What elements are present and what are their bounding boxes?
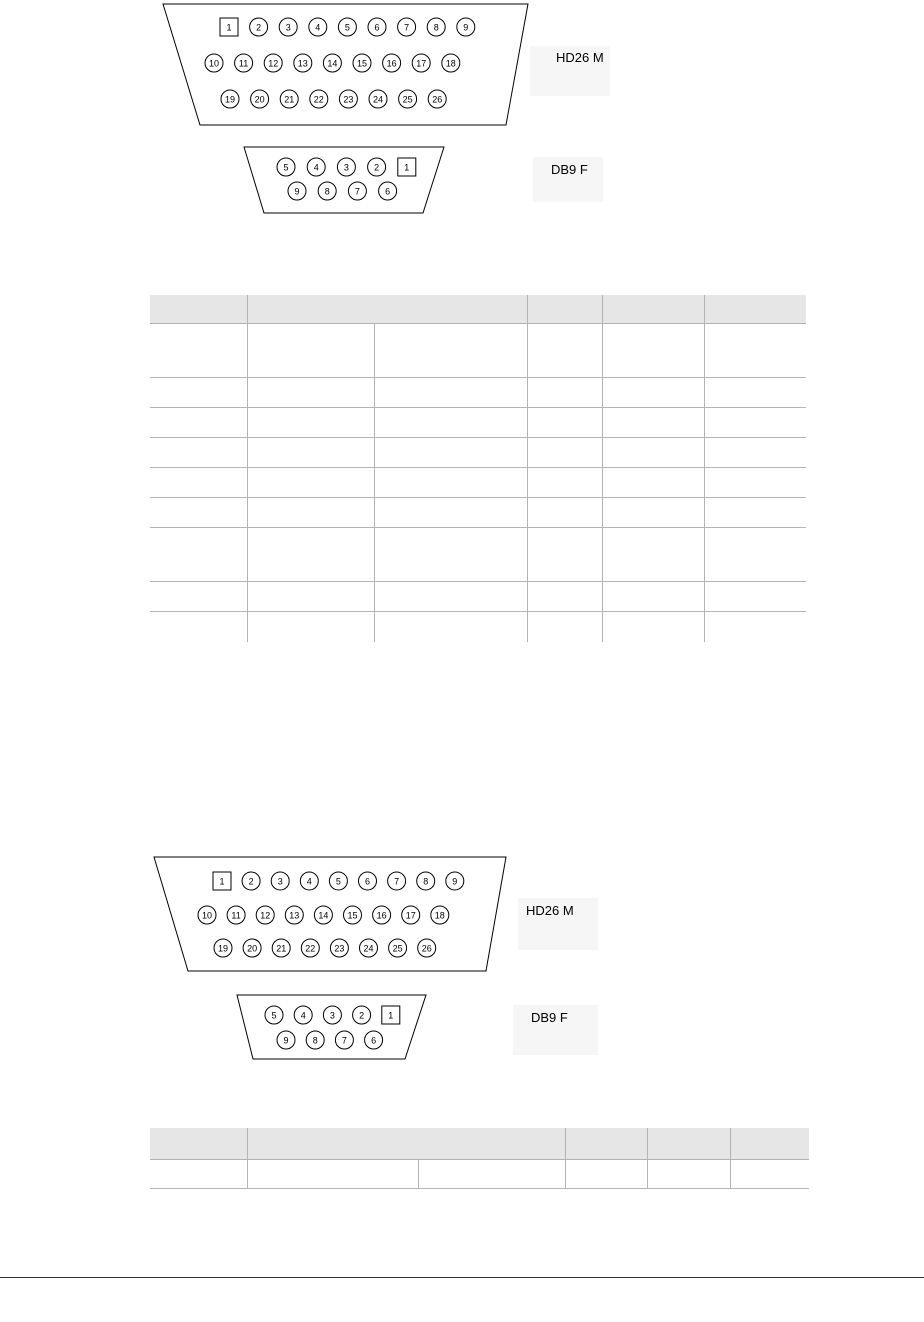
pin-number: 11 <box>238 58 249 69</box>
pin-number: 8 <box>423 876 429 887</box>
pin-number: 20 <box>247 943 258 954</box>
pin-number: 4 <box>315 22 321 33</box>
pin-number: 7 <box>354 186 360 197</box>
pin-number: 4 <box>313 162 319 173</box>
pin-number: 4 <box>306 876 312 887</box>
pin-number: 17 <box>416 58 427 69</box>
pin-number: 11 <box>231 910 241 921</box>
pin-number: 2 <box>256 22 262 33</box>
pin-number: 6 <box>371 1035 377 1046</box>
pin-number: 1 <box>388 1010 394 1021</box>
pin-number: 13 <box>289 910 300 921</box>
pin-number: 15 <box>347 910 358 921</box>
pinout-table-bottom <box>150 1128 809 1190</box>
hd26-label: HD26 M <box>526 903 574 918</box>
pin-number: 16 <box>386 58 397 69</box>
pin-number: 2 <box>374 162 380 173</box>
pin-number: 3 <box>277 876 283 887</box>
pin-number: 21 <box>284 94 295 105</box>
db9-shell <box>237 995 426 1059</box>
pin-number: 9 <box>294 186 300 197</box>
pin-number: 24 <box>372 94 384 105</box>
db9-label: DB9 F <box>551 162 588 177</box>
pin-number: 9 <box>283 1035 289 1046</box>
pin-number: 23 <box>343 94 354 105</box>
pin-number: 9 <box>452 876 458 887</box>
pin-number: 24 <box>363 943 374 954</box>
pin-number: 6 <box>374 22 380 33</box>
pin-number: 23 <box>334 943 345 954</box>
pin-number: 5 <box>283 162 289 173</box>
pin-number: 10 <box>208 58 220 69</box>
pin-number: 26 <box>432 94 443 105</box>
pin-number: 25 <box>392 943 403 954</box>
pin-number: 18 <box>434 910 445 921</box>
pin-number: 1 <box>404 162 410 173</box>
pin-number: 26 <box>421 943 432 954</box>
pin-number: 3 <box>343 162 349 173</box>
hd26-pin-group <box>205 18 475 108</box>
pinout-table-top <box>150 295 806 642</box>
hd26-label: HD26 M <box>556 50 604 65</box>
pin-number: 8 <box>324 186 330 197</box>
pin-number: 1 <box>226 22 232 33</box>
db9-shell <box>244 147 444 213</box>
db9-pin-group <box>265 1006 400 1049</box>
pin-number: 5 <box>344 22 350 33</box>
pin-number: 5 <box>335 876 341 887</box>
pin-number: 19 <box>224 94 236 105</box>
pin-number: 3 <box>329 1010 335 1021</box>
pin-number: 1 <box>219 876 225 887</box>
pin-number: 16 <box>376 910 387 921</box>
pin-number: 18 <box>445 58 456 69</box>
pin-number: 15 <box>356 58 368 69</box>
pin-number: 20 <box>254 94 265 105</box>
pin-number: 25 <box>402 94 413 105</box>
pin-number: 2 <box>248 876 254 887</box>
pin-number: 14 <box>327 58 338 69</box>
db9-pin-group <box>277 158 416 200</box>
pin-number: 12 <box>260 910 271 921</box>
pin-number: 17 <box>405 910 416 921</box>
pin-number: 5 <box>271 1010 277 1021</box>
pin-number: 6 <box>364 876 371 887</box>
pin-number: 7 <box>404 22 410 33</box>
pin-number: 21 <box>276 943 287 954</box>
pin-number: 10 <box>201 910 213 921</box>
pin-number: 6 <box>385 186 391 197</box>
pin-number: 12 <box>268 58 279 69</box>
pin-number: 8 <box>312 1035 318 1046</box>
pin-number: 4 <box>300 1010 306 1021</box>
page-footer-rule <box>0 1277 924 1278</box>
db9-label: DB9 F <box>531 1010 568 1025</box>
pin-number: 9 <box>463 22 469 33</box>
top-connector-diagram <box>0 0 924 230</box>
pin-number: 7 <box>341 1035 347 1046</box>
pin-number: 13 <box>297 58 308 69</box>
table-header-row <box>150 1128 809 1159</box>
bottom-connector-diagram <box>0 850 924 1070</box>
pin-number: 14 <box>318 910 329 921</box>
pin-number: 8 <box>433 22 439 33</box>
table-header-row <box>150 295 806 323</box>
pin-number: 22 <box>313 94 324 105</box>
pin-number: 19 <box>217 943 229 954</box>
pin-number: 3 <box>285 22 291 33</box>
pin-number: 22 <box>305 943 316 954</box>
hd26-pin-group <box>198 872 464 957</box>
pin-number: 2 <box>359 1010 365 1021</box>
pin-number: 7 <box>394 876 400 887</box>
